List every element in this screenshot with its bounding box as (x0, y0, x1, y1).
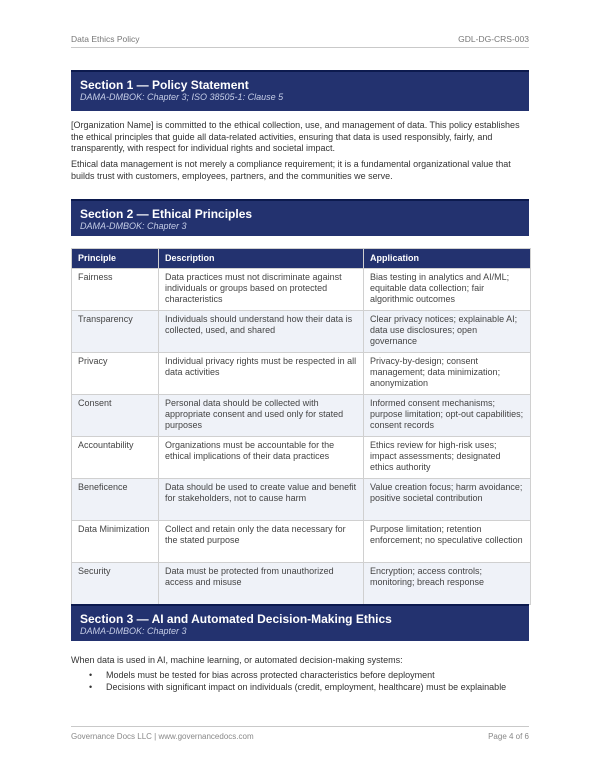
section-1-banner (71, 70, 529, 111)
policy-statement-paragraph: [Organization Name] is committed to the ethical collection, use, and management of data. This policy establishes the ethical principles that guide all data-related activities, ensuring that data is used responsibly, fairly, and transparently, with respect for individual rights and societal impact. (71, 120, 520, 153)
application-cell: Encryption; access controls; monitoring; breach response (364, 563, 531, 605)
description-cell: Individuals should understand how their data is collected, used, and shared (159, 311, 364, 353)
description-cell: Personal data should be collected with appropriate consent and used only for stated purposes (159, 395, 364, 437)
principle-cell: Security (72, 563, 159, 605)
application-cell: Privacy-by-design; consent management; data minimization; anonymization (364, 353, 531, 395)
page-footer (71, 726, 529, 741)
column-header-description: Description (159, 249, 364, 269)
application-cell: Clear privacy notices; explainable AI; data use disclosures; open governance (364, 311, 531, 353)
section-1-reference: DAMA-DMBOK: Chapter 3; ISO 38505-1: Clause 5 (80, 92, 284, 102)
table-row-data-minimization (72, 521, 531, 563)
table-row-consent (72, 395, 531, 437)
application-cell: Value creation focus; harm avoidance; positive societal contribution (364, 479, 531, 521)
column-header-application: Application (364, 249, 531, 269)
description-cell: Data must be protected from unauthorized access and misuse (159, 563, 364, 605)
list-item-text: Decisions with significant impact on individuals (credit, employment, healthcare) must be explainable (106, 682, 507, 692)
principle-cell: Accountability (72, 437, 159, 479)
table-row-privacy (72, 353, 531, 395)
page-header (71, 34, 529, 48)
principle-cell: Consent (72, 395, 159, 437)
bullet-icon: • (89, 682, 93, 692)
description-cell: Collect and retain only the data necessary for the stated purpose (159, 521, 364, 563)
principle-cell: Transparency (72, 311, 159, 353)
principle-cell: Data Minimization (72, 521, 159, 563)
bullet-icon: • (89, 670, 93, 680)
section-3-title: Section 3 — AI and Automated Decision-Making Ethics (80, 612, 392, 626)
ai-ethics-bullet-list (71, 670, 511, 694)
page-number: Page 4 of 6 (488, 732, 529, 741)
footer-company: Governance Docs LLC | www.governancedocs.com (71, 732, 254, 741)
list-item (71, 670, 511, 681)
section-3-reference: DAMA-DMBOK: Chapter 3 (80, 626, 187, 636)
list-item (71, 682, 511, 693)
section-3-banner (71, 604, 529, 641)
ai-ethics-intro: When data is used in AI, machine learning, or automated decision-making systems: (71, 655, 403, 665)
table-header-row (72, 249, 531, 269)
ethical-principles-table (71, 248, 531, 605)
table-row-accountability (72, 437, 531, 479)
description-cell: Organizations must be accountable for the ethical implications of their data practices (159, 437, 364, 479)
table-row-security (72, 563, 531, 605)
description-cell: Data should be used to create value and benefit for stakeholders, not to cause harm (159, 479, 364, 521)
description-cell: Individual privacy rights must be respected in all data activities (159, 353, 364, 395)
section-1-title: Section 1 — Policy Statement (80, 78, 249, 92)
policy-value-paragraph: Ethical data management is not merely a compliance requirement; it is a fundamental organizational value that builds trust with customers, employees, partners, and the communities we serve. (71, 159, 511, 181)
principle-cell: Beneficence (72, 479, 159, 521)
table-row-beneficence (72, 479, 531, 521)
principle-cell: Privacy (72, 353, 159, 395)
document-title: Data Ethics Policy (71, 34, 140, 44)
application-cell: Informed consent mechanisms; purpose limitation; opt-out capabilities; consent records (364, 395, 531, 437)
table-row-transparency (72, 311, 531, 353)
column-header-principle: Principle (72, 249, 159, 269)
section-2-reference: DAMA-DMBOK: Chapter 3 (80, 221, 187, 231)
application-cell: Ethics review for high-risk uses; impact assessments; designated ethics authority (364, 437, 531, 479)
document-code: GDL-DG-CRS-003 (458, 34, 529, 44)
table-row-fairness (72, 269, 531, 311)
list-item-text: Models must be tested for bias across protected characteristics before deployment (106, 670, 435, 680)
application-cell: Bias testing in analytics and AI/ML; equitable data collection; fair algorithmic outcomes (364, 269, 531, 311)
description-cell: Data practices must not discriminate against individuals or groups based on protected characteristics (159, 269, 364, 311)
application-cell: Purpose limitation; retention enforcement; no speculative collection (364, 521, 531, 563)
principle-cell: Fairness (72, 269, 159, 311)
section-2-title: Section 2 — Ethical Principles (80, 207, 253, 221)
section-2-banner (71, 199, 529, 236)
